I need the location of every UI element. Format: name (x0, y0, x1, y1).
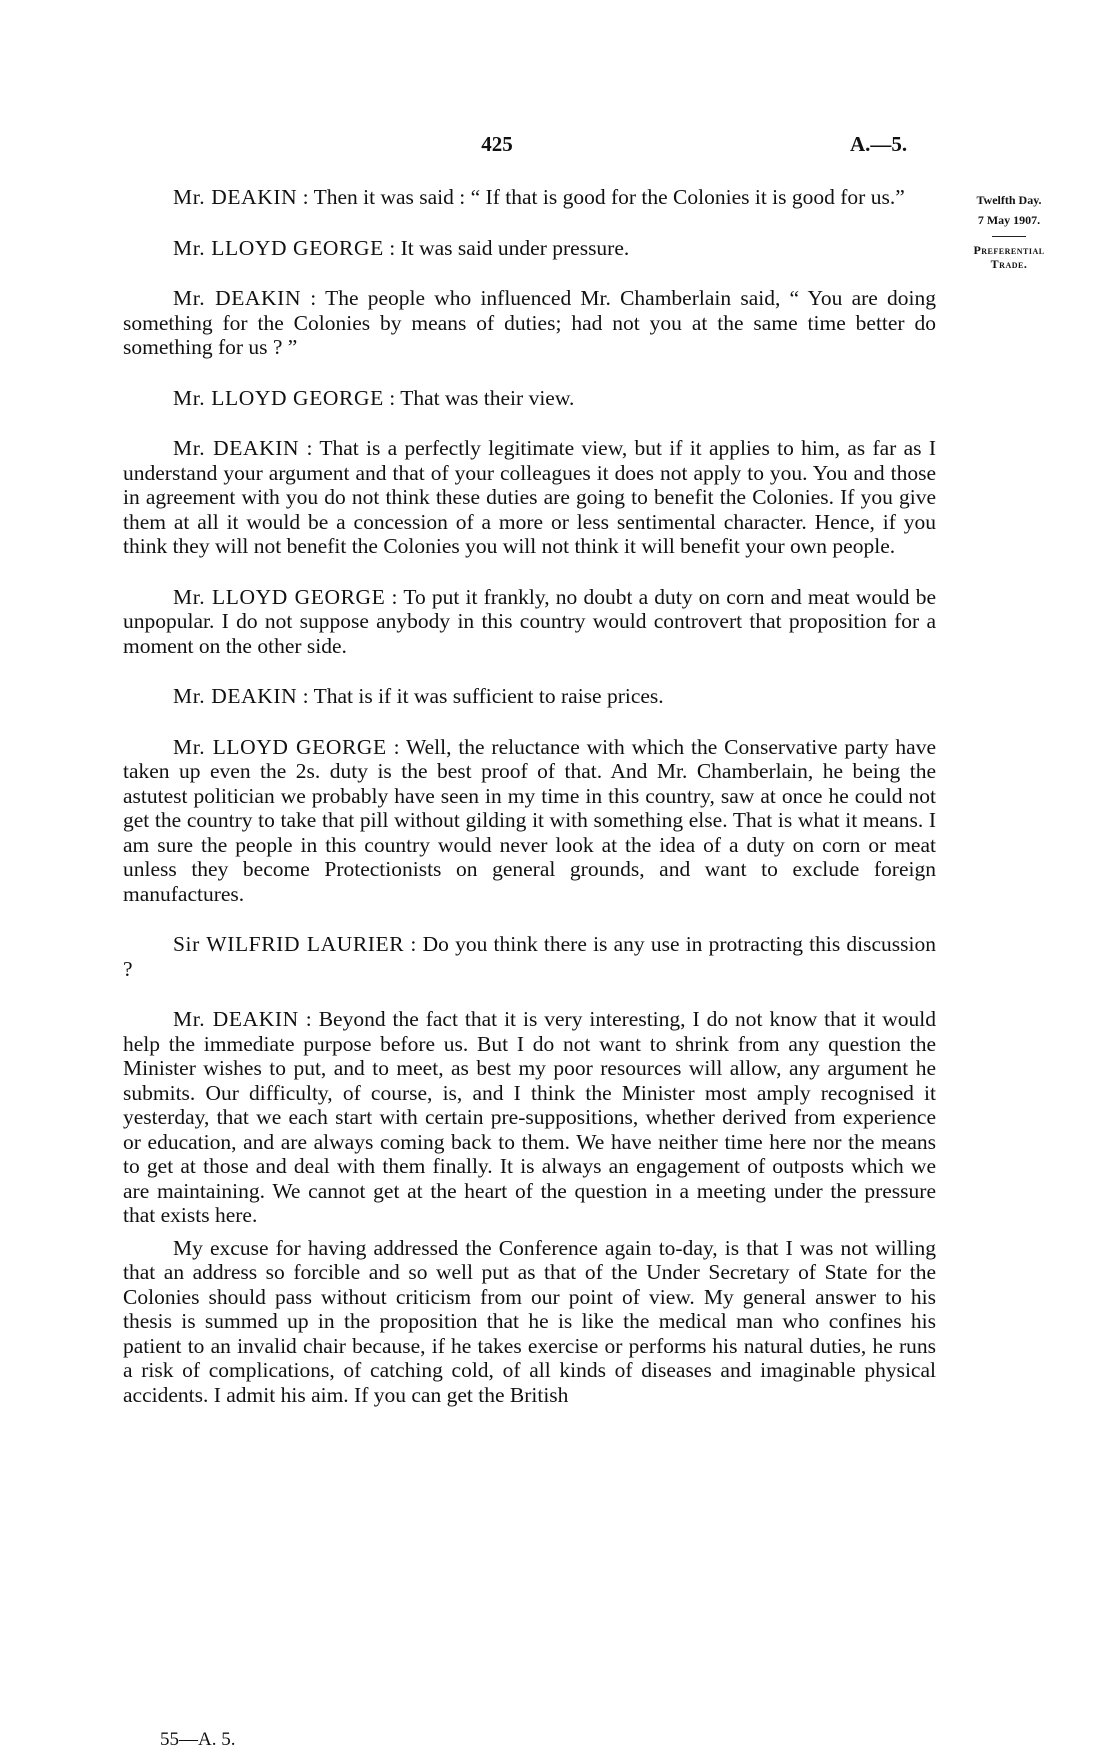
paragraph: Mr. DEAKIN : That is a perfectly legitimate view, but if it applies to him, as far as I understand your argument and that of your colleagues it does not apply to you. You and those in agreement with you do not think these duties are going to benefit the Colonies. If you give them at all it would be a concession of a more or less sentimental character. Hence, if you think they will not benefit the Colonies you will not think it will benefit your own people. (123, 436, 936, 558)
speaker-name: Mr. DEAKIN (173, 185, 298, 209)
speaker-name: Mr. LLOYD GEORGE (173, 734, 387, 759)
document-body (123, 185, 936, 1407)
margin-subject (946, 243, 1072, 271)
margin-subject-line1: Preferential (973, 243, 1045, 257)
margin-divider (992, 236, 1026, 237)
page-number: 425 (481, 132, 513, 156)
paragraph: Mr. DEAKIN : That is if it was sufficient to raise prices. (173, 684, 664, 708)
speaker-name: Mr. DEAKIN (173, 1007, 299, 1031)
speaker-name: Mr. DEAKIN (173, 684, 298, 708)
paragraph: Mr. LLOYD GEORGE : To put it frankly, no doubt a duty on corn and meat would be unpopular. I do not suppose anybody in this country would controvert that proposition for a moment on the other side. (123, 584, 936, 658)
paragraph: Mr. LLOYD GEORGE : That was their view. (173, 385, 575, 410)
paragraph: Mr. LLOYD GEORGE : It was said under pressure. (173, 235, 630, 260)
margin-subject-line2: Trade. (990, 257, 1028, 271)
speech-text: That was their view. (400, 385, 575, 410)
speaker-name: Mr. LLOYD GEORGE (173, 235, 384, 260)
speech-text: That is a perfectly legitimate view, but if it applies to him, as far as I understand your argument and that of your colleagues it does not apply to you. You and those in agreement with you do not think these duties are going to benefit the Colonies. If you give them at all it would be a concession of a more or less sentimental character. Hence, if you think they will not benefit the Colonies you will not think it will benefit your own people. (123, 436, 936, 558)
speaker-name: Mr. LLOYD GEORGE (173, 584, 386, 609)
paragraph (123, 1236, 936, 1408)
speaker-name: Sir WILFRID LAURIER (173, 932, 405, 956)
speech-text: The people who influenced Mr. Chamberlain said, “ You are doing something for the Colonies by means of duties; had not you at the same time better do something for us ? ” (123, 286, 936, 359)
speaker-name: Mr. LLOYD GEORGE (173, 385, 384, 410)
document-reference: A.—5. (850, 132, 908, 156)
speech-text: Well, the reluctance with which the Conservative party have taken up even the 2s. duty is the best proof of that. And Mr. Chamberlain, he being the astutest politician we probably have seen in my time in this country, saw at once he could not get the country to take that pill without gilding it with something else. That is what it means. I am sure the people in this country would never look at the idea of a duty on corn or meat unless they become Protectionists on general grounds, and want to exclude foreign manufactures. (123, 734, 936, 906)
speaker-name: Mr. DEAKIN (173, 436, 300, 460)
margin-date: 7 May 1907. (977, 213, 1041, 227)
margin-note (946, 190, 1072, 271)
paragraph: Sir WILFRID LAURIER : Do you think there is any use in protracting this discussion ? (123, 932, 936, 981)
speech-text: My excuse for having addressed the Conference again to-day, is that I was not willing that an address so forcible and so well put as that of the Under Secretary of State for the Colonies should pass without criticism from our point of view. My general answer to his thesis is summed up in the proposition that he is like the medical man who confines his patient to an invalid chair because, if he takes exercise or performs his natural duties, he runs a risk of complications, of catching cold, of all kinds of diseases and imaginable physical accidents. I admit his aim. If you can get the British (123, 1235, 936, 1407)
margin-day: Twelfth Day. (976, 193, 1042, 207)
signature-mark: 55—A. 5. (160, 1729, 236, 1750)
speech-text: It was said under pressure. (400, 235, 630, 260)
paragraph: Mr. DEAKIN : The people who influenced Mr. Chamberlain said, “ You are doing something for the Colonies by means of duties; had not you at the same time better do something for us ? ” (123, 286, 936, 359)
speech-text: That is if it was sufficient to raise prices. (313, 684, 664, 708)
paragraph: Mr. LLOYD GEORGE : Well, the reluctance with which the Conservative party have taken up even the 2s. duty is the best proof of that. And Mr. Chamberlain, he being the astutest politician we probably have seen in my time in this country, saw at once he could not get the country to take that pill without gilding it with something else. That is what it means. I am sure the people in this country would never look at the idea of a duty on corn or meat unless they become Protectionists on general grounds, and want to exclude foreign manufactures. (123, 734, 936, 906)
speech-text: Beyond the fact that it is very interesting, I do not know that it would help the immediate purpose before us. But I do not want to shrink from any question the Minister wishes to put, and to meet, as best my poor resources will allow, any argument he submits. Our difficulty, of course, is, and I think the Minister most amply recognised it yesterday, that we each start with certain pre-suppositions, whether derived from experience or education, and are always coming back to them. We have neither time here nor the means to get at those and deal with them finally. It is always an engagement of outposts which we are maintaining. We cannot get at the heart of the question in a meeting under the pressure that exists here. (123, 1007, 936, 1227)
speech-text: Do you think there is any use in protracting this discussion ? (123, 932, 936, 981)
speech-text: Then it was said : “ If that is good for the Colonies it is good for us.” (313, 185, 905, 209)
paragraph: Mr. DEAKIN : Then it was said : “ If that is good for the Colonies it is good for us.” (173, 185, 905, 209)
speech-text: To put it frankly, no doubt a duty on corn and meat would be unpopular. I do not suppose anybody in this country would controvert that proposition for a moment on the other side. (123, 584, 936, 658)
paragraph: Mr. DEAKIN : Beyond the fact that it is very interesting, I do not know that it would help the immediate purpose before us. But I do not want to shrink from any question the Minister wishes to put, and to meet, as best my poor resources will allow, any argument he submits. Our difficulty, of course, is, and I think the Minister most amply recognised it yesterday, that we each start with certain pre-suppositions, whether derived from experience or education, and are always coming back to them. We have neither time here nor the means to get at those and deal with them finally. It is always an engagement of outposts which we are maintaining. We cannot get at the heart of the question in a meeting under the pressure that exists here. (123, 1007, 936, 1227)
speaker-name: Mr. DEAKIN (173, 286, 302, 310)
